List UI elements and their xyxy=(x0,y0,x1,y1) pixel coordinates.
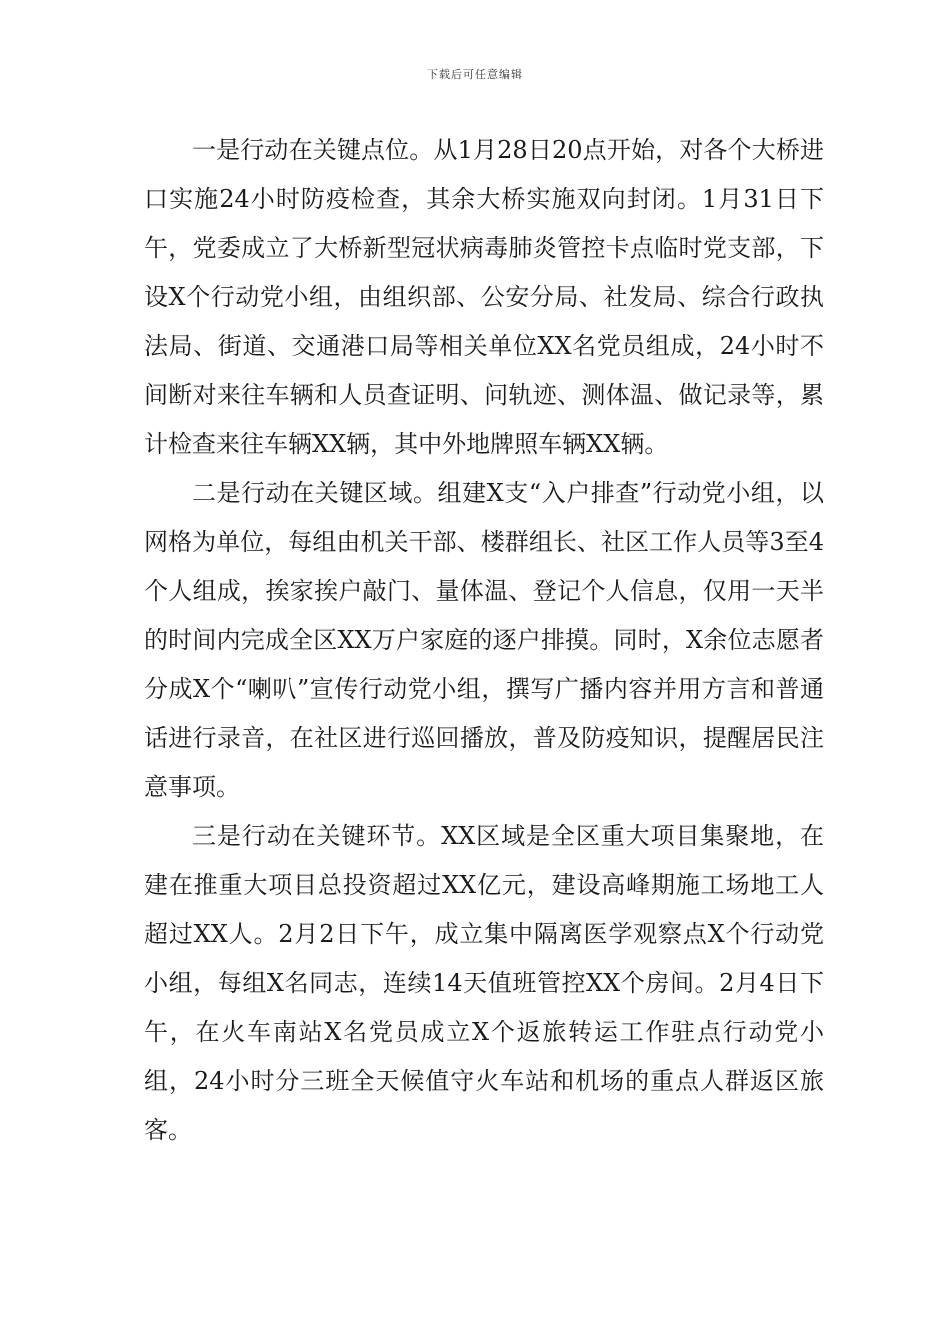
header-note: 下载后可任意编辑 xyxy=(427,68,523,81)
paragraph-2: 二是行动在关键区域。组建X支“入户排查”行动党小组，以网格为单位，每组由机关干部、楼群组长、社区工作人员等3至4个人组成，挨家挨户敲门、量体温、登记个人信息，仅用一天半的时间内完成全区XX万户家庭的逐户排摸。同时，X余位志愿者分成X个“喇叭”宣传行动党小组，撰写广播内容并用方言和普通话进行录音，在社区进行巡回播放，普及防疫知识，提醒居民注意事项。 xyxy=(144,479,824,801)
document-body xyxy=(144,126,824,1155)
paragraph-3: 三是行动在关键环节。XX区域是全区重大项目集聚地，在建在推重大项目总投资超过XX亿元，建设高峰期施工场地工人超过XX人。2月2日下午，成立集中隔离医学观察点X个行动党小组，每组X名同志，连续14天值班管控XX个房间。2月4日下午，在火车南站X名党员成立X个返旅转运工作驻点行动党小组，24小时分三班全天候值守火车站和机场的重点人群返区旅客。 xyxy=(144,822,824,1144)
paragraph-1: 一是行动在关键点位。从1月28日20点开始，对各个大桥进口实施24小时防疫检查，其余大桥实施双向封闭。1月31日下午，党委成立了大桥新型冠状病毒肺炎管控卡点临时党支部，下设X个行动党小组，由组织部、公安分局、社发局、综合行政执法局、街道、交通港口局等相关单位XX名党员组成，24小时不间断对来往车辆和人员查证明、问轨迹、测体温、做记录等，累计检查来往车辆XX辆，其中外地牌照车辆XX辆。 xyxy=(144,136,824,458)
